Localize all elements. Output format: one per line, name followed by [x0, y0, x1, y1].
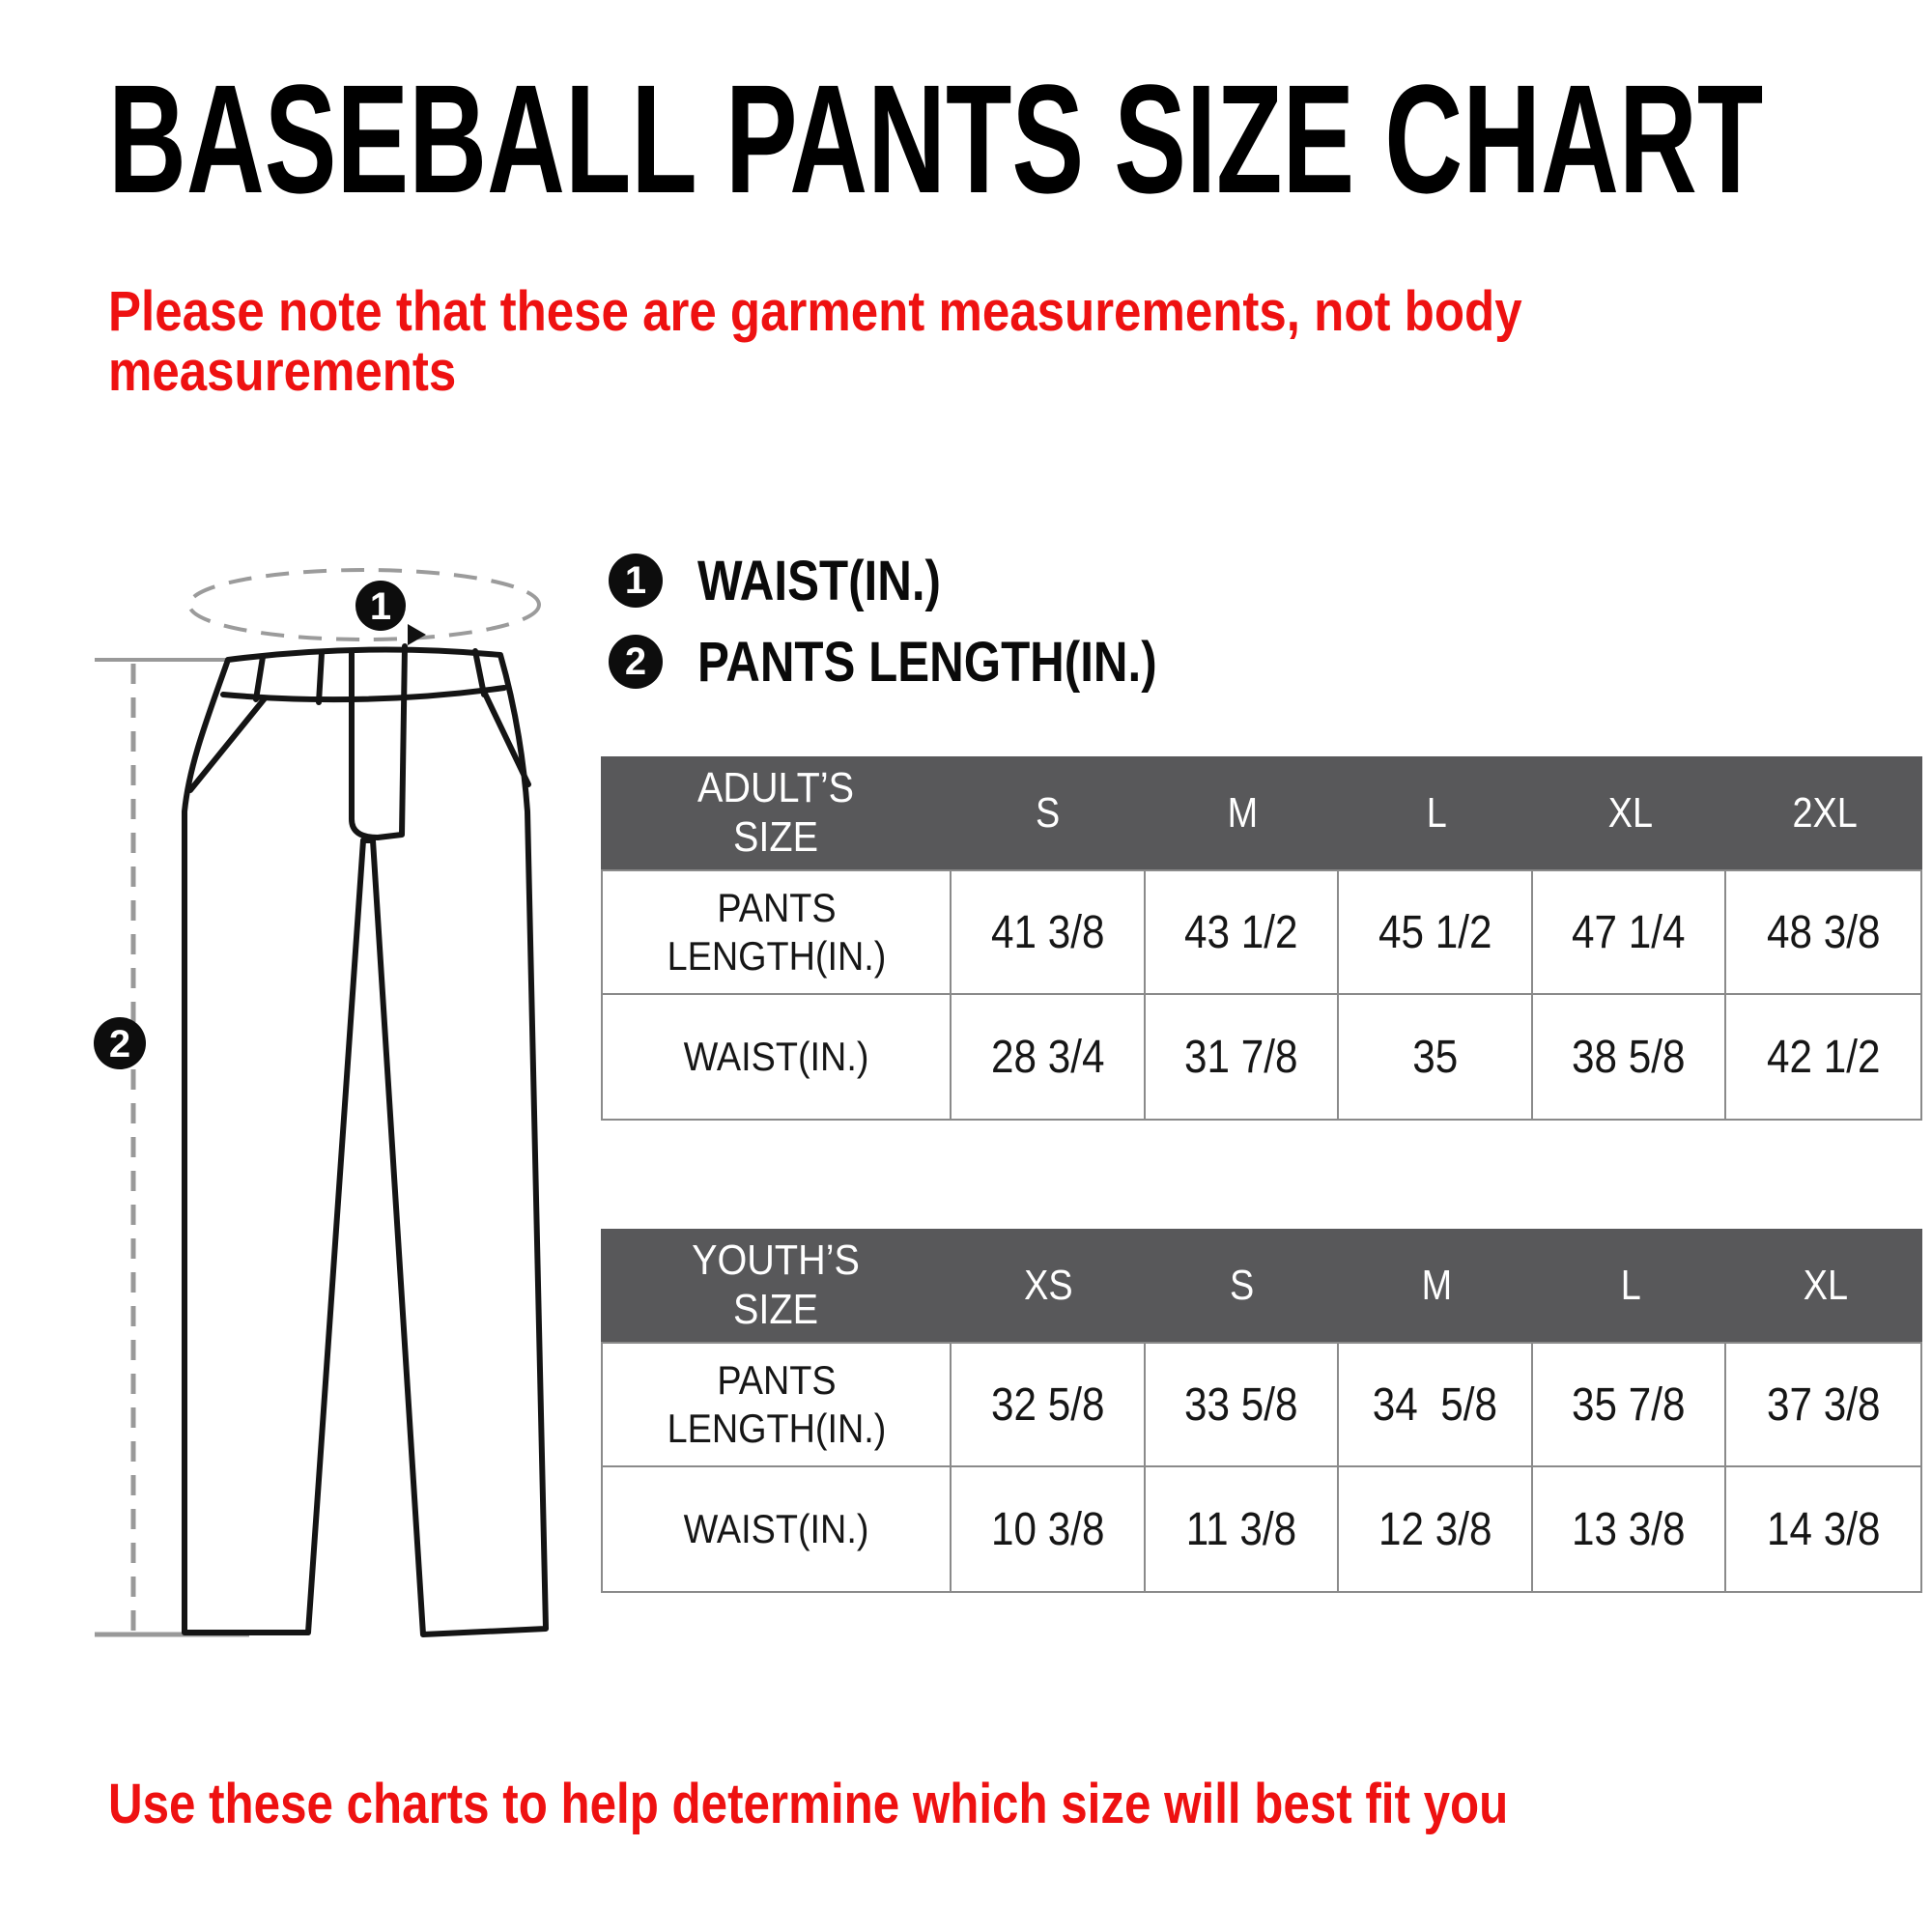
youth-corner-header: [601, 1229, 952, 1342]
value-cell: 47 1/4: [1533, 871, 1727, 995]
value-cell: 14 3/8: [1766, 1503, 1881, 1555]
adult-pants-length-row: [603, 871, 1920, 995]
measurement-legend: [609, 547, 1238, 709]
value-cell: 13 3/8: [1533, 1467, 1727, 1591]
length-marker-number: 2: [108, 1023, 131, 1065]
value-cell: 28 3/4: [952, 995, 1146, 1119]
adult-size-col-m: M: [1227, 788, 1258, 837]
waist-marker-number: 1: [369, 585, 392, 628]
adult-table-body: [601, 869, 1922, 1121]
value-cell: 45 1/2: [1339, 871, 1533, 995]
page-title: BASEBALL PANTS SIZE CHART: [108, 52, 1764, 225]
youth-size-table: [601, 1229, 1922, 1593]
legend-item-pants-length: [609, 628, 1238, 696]
adult-size-col-l: L: [1426, 788, 1447, 837]
value-cell: 42 1/2: [1766, 1031, 1881, 1083]
adult-waist-row: [603, 995, 1920, 1119]
youth-pants-length-row: [603, 1344, 1920, 1467]
adult-corner-label: ADULT’S SIZE: [697, 763, 855, 861]
legend-label-pants-length: PANTS LENGTH(IN.): [697, 630, 1157, 694]
footer-note: Use these charts to help determine which size will best fit you: [108, 1773, 1509, 1835]
note-line-1: Please note that these are garment measurements, not body: [108, 280, 1522, 343]
value-cell: 32 5/8: [952, 1344, 1146, 1467]
marker-2-icon: 2: [609, 635, 663, 689]
row-label-cell: WAIST(IN.): [603, 995, 952, 1119]
row-label-cell: WAIST(IN.): [603, 1467, 952, 1591]
legend-label-waist: WAIST(IN.): [697, 549, 941, 612]
youth-size-col-m: M: [1421, 1261, 1453, 1309]
adult-size-col-2xl: 2XL: [1792, 788, 1859, 837]
adult-size-col-xl: XL: [1608, 788, 1654, 837]
youth-table-header: [601, 1229, 1922, 1342]
pants-diagram: [58, 425, 618, 1700]
value-cell: 35 7/8: [1533, 1344, 1727, 1467]
value-cell: 31 7/8: [1146, 995, 1340, 1119]
waist-marker-badge: [355, 581, 406, 631]
youth-size-col-xs: XS: [1023, 1261, 1073, 1309]
value-cell: 38 5/8: [1533, 995, 1727, 1119]
row-label-cell: PANTS LENGTH(IN.): [603, 871, 952, 995]
youth-waist-row: [603, 1467, 1920, 1591]
value-cell: 48 3/8: [1726, 871, 1920, 995]
youth-size-col-xl: XL: [1803, 1261, 1848, 1309]
garment-measurement-note: [108, 282, 1522, 402]
value-cell: 12 3/8: [1339, 1467, 1533, 1591]
pants-outline: [185, 646, 546, 1634]
adult-size-col-s: S: [1036, 788, 1061, 837]
value-cell: 33 5/8: [1146, 1344, 1340, 1467]
youth-size-col-s: S: [1230, 1261, 1255, 1309]
marker-1-icon: 1: [609, 554, 663, 608]
value-cell: 34 5/8: [1339, 1344, 1533, 1467]
note-line-2: measurements: [108, 340, 457, 403]
length-marker-badge: [94, 1017, 146, 1069]
row-label-cell: PANTS LENGTH(IN.): [603, 1344, 952, 1467]
adult-size-table: [601, 756, 1922, 1121]
youth-table-body: [601, 1342, 1922, 1593]
pants-silhouette: [185, 650, 546, 1634]
value-cell: 35: [1339, 995, 1533, 1119]
value-cell: 10 3/8: [952, 1467, 1146, 1591]
value-cell: 37 3/8: [1726, 1344, 1920, 1467]
youth-corner-label: YOUTH’S SIZE: [692, 1236, 861, 1333]
youth-size-col-l: L: [1620, 1261, 1641, 1309]
legend-item-waist: [609, 547, 1238, 614]
ellipse-arrow-icon: [408, 624, 426, 645]
value-cell: 41 3/8: [952, 871, 1146, 995]
value-cell: 43 1/2: [1146, 871, 1340, 995]
value-cell: 11 3/8: [1146, 1467, 1340, 1591]
adult-corner-header: [601, 756, 952, 869]
adult-table-header: [601, 756, 1922, 869]
